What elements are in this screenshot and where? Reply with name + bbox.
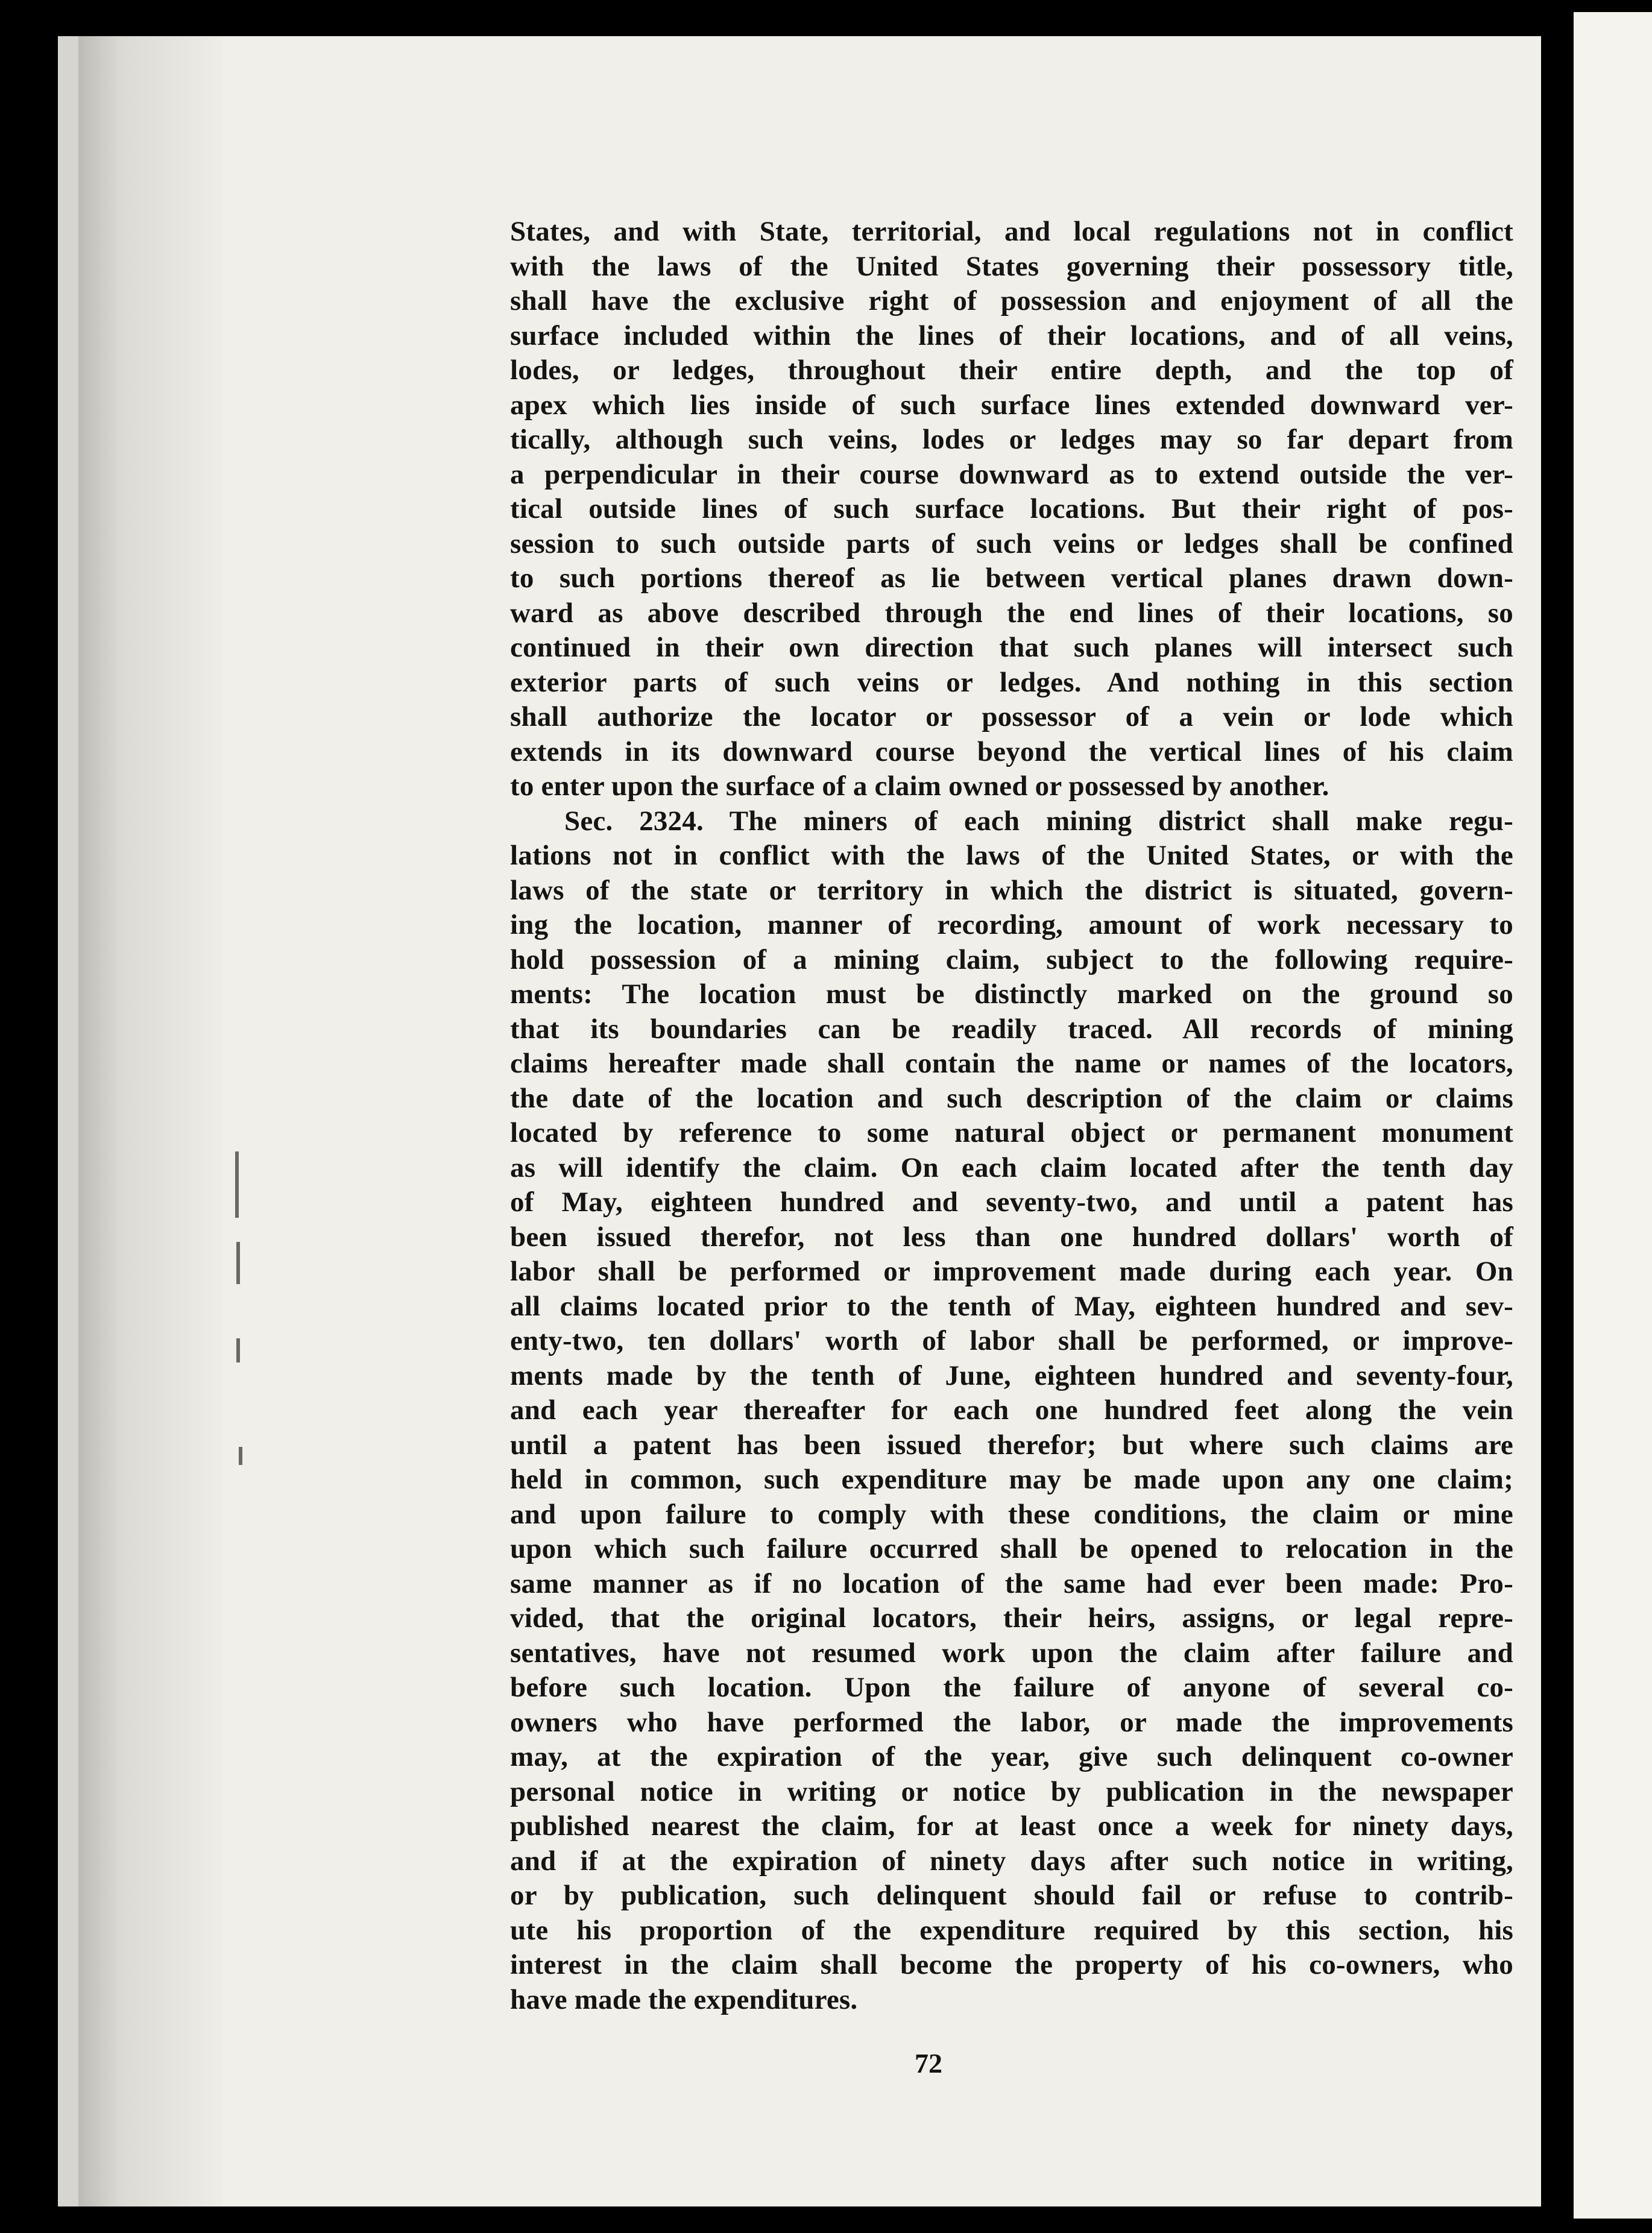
text-line: hold possession of a mining claim, subject to the following require-: [510, 943, 1513, 975]
text-line: vided, that the original locators, their heirs, assigns, or legal repre-: [510, 1602, 1513, 1634]
text-line: ward as above described through the end lines of their locations, so: [510, 597, 1513, 629]
text-line: published nearest the claim, for at least once a week for ninety days,: [510, 1810, 1513, 1842]
text-line: to such portions thereof as lie between vertical planes drawn down-: [510, 562, 1513, 594]
text-line: ments: The location must be distinctly marked on the ground so: [510, 978, 1513, 1010]
text-line: and upon failure to comply with these conditions, the claim or mine: [510, 1498, 1513, 1530]
adjacent-page-edge: [1568, 12, 1652, 2219]
text-line: and if at the expiration of ninety days after such notice in writing,: [510, 1845, 1513, 1877]
text-line: owners who have performed the labor, or made the improvements: [510, 1706, 1513, 1738]
text-line: that its boundaries can be readily traced. All records of mining: [510, 1013, 1513, 1045]
text-line: tically, although such veins, lodes or ledges may so far depart from: [510, 424, 1513, 455]
binding-mark: [235, 1151, 239, 1218]
text-line: personal notice in writing or notice by publication in the newspaper: [510, 1775, 1513, 1807]
text-line: ments made by the tenth of June, eighteen hundred and seventy-four,: [510, 1359, 1513, 1391]
book-page: [58, 36, 1541, 2206]
binding-mark: [236, 1338, 240, 1362]
text-line: sentatives, have not resumed work upon the claim after failure and: [510, 1637, 1513, 1669]
text-line: until a patent has been issued therefor; but where such claims are: [510, 1429, 1513, 1461]
text-line: the date of the location and such description of the claim or claims: [510, 1082, 1513, 1114]
text-line: ute his proportion of the expenditure required by this section, his: [510, 1914, 1513, 1946]
text-line: tical outside lines of such surface locations. But their right of pos-: [510, 493, 1513, 524]
text-line: same manner as if no location of the same had ever been made: Pro-: [510, 1567, 1513, 1599]
text-line: lodes, or ledges, throughout their entire depth, and the top of: [510, 354, 1513, 386]
text-line: States, and with State, territorial, and local regulations not in conflict: [510, 216, 1513, 247]
text-line: and each year thereafter for each one hundred feet along the vein: [510, 1394, 1513, 1426]
text-line: shall have the exclusive right of possession and enjoyment of all the: [510, 285, 1513, 317]
text-line: enty-two, ten dollars' worth of labor shall be performed, or improve-: [510, 1325, 1513, 1356]
text-line: been issued therefor, not less than one hundred dollars' worth of: [510, 1221, 1513, 1253]
body-text: [510, 215, 1513, 2017]
text-line: labor shall be performed or improvement made during each year. On: [510, 1256, 1513, 1287]
text-line: located by reference to some natural object or permanent monument: [510, 1117, 1513, 1148]
text-line: upon which such failure occurred shall be opened to relocation in the: [510, 1533, 1513, 1564]
text-line: ing the location, manner of recording, amount of work necessary to: [510, 909, 1513, 940]
binding-mark: [236, 1242, 240, 1284]
page-number: 72: [915, 2048, 942, 2079]
text-line: have made the expenditures.: [510, 1983, 858, 2015]
text-line: may, at the expiration of the year, give such delinquent co-owner: [510, 1741, 1513, 1772]
text-line: to enter upon the surface of a claim owned or possessed by another.: [510, 770, 1329, 802]
section-heading-line: Sec. 2324. The miners of each mining district shall make regu-: [564, 805, 1513, 837]
text-line: or by publication, such delinquent should fail or refuse to contrib-: [510, 1880, 1513, 1911]
text-line: extends in its downward course beyond the vertical lines of his claim: [510, 735, 1513, 767]
text-line: continued in their own direction that such planes will intersect such: [510, 632, 1513, 663]
text-line: all claims located prior to the tenth of May, eighteen hundred and sev-: [510, 1290, 1513, 1322]
text-line: with the laws of the United States governing their possessory title,: [510, 250, 1513, 282]
text-line: a perpendicular in their course downward as to extend outside the ver-: [510, 458, 1513, 490]
text-line: laws of the state or territory in which the district is situated, govern-: [510, 874, 1513, 906]
text-line: of May, eighteen hundred and seventy-two, and until a patent has: [510, 1186, 1513, 1218]
binding-mark: [239, 1447, 242, 1465]
text-line: claims hereafter made shall contain the name or names of the locators,: [510, 1048, 1513, 1079]
text-line: apex which lies inside of such surface lines extended downward ver-: [510, 389, 1513, 421]
text-line: interest in the claim shall become the property of his co-owners, who: [510, 1949, 1513, 1980]
binding-shadow: [78, 36, 223, 2206]
text-line: held in common, such expenditure may be made upon any one claim;: [510, 1464, 1513, 1495]
text-line: lations not in conflict with the laws of the United States, or with the: [510, 840, 1513, 871]
text-line: shall authorize the locator or possessor of a vein or lode which: [510, 701, 1513, 732]
text-line: exterior parts of such veins or ledges. And nothing in this section: [510, 666, 1513, 698]
text-line: surface included within the lines of their locations, and of all veins,: [510, 320, 1513, 351]
text-line: as will identify the claim. On each claim located after the tenth day: [510, 1151, 1513, 1183]
text-line: before such location. Upon the failure of anyone of several co-: [510, 1672, 1513, 1703]
text-line: session to such outside parts of such veins or ledges shall be confined: [510, 528, 1513, 559]
